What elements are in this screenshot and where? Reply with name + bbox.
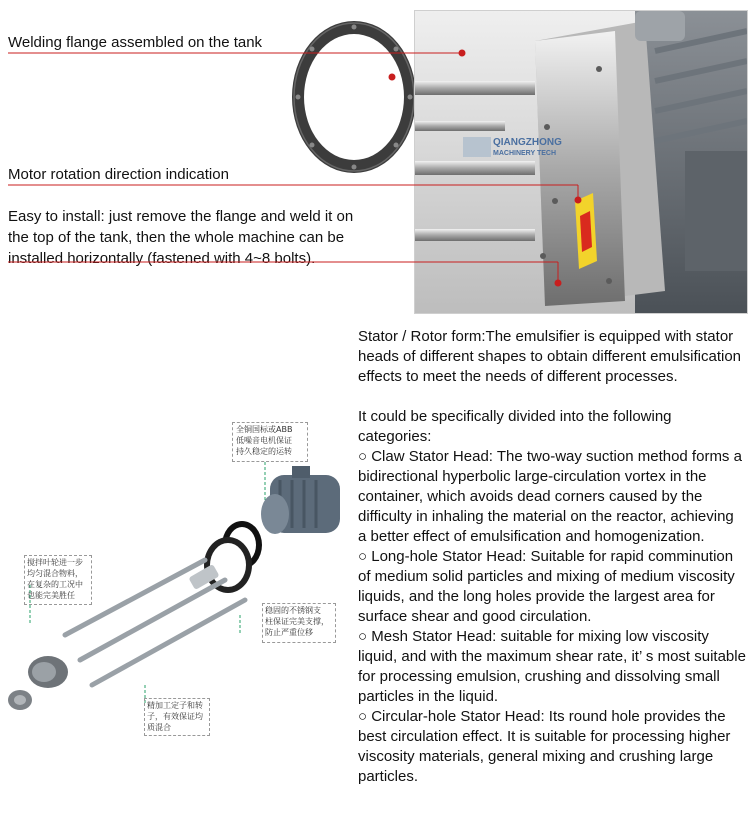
note-support-line: 柱保证完美支撑， [265,617,329,626]
note-blade-line: 在复杂的工况中 [27,580,83,589]
note-support-line: 防止严重位移 [265,628,313,637]
note-stator [147,700,203,733]
note-motor-line: 低噪音电机保证 [236,436,292,445]
install-line-2: the top of the tank, then the whole machine can be [8,229,345,246]
note-blade-line: 均匀混合物料， [27,569,83,578]
note-blade-line: 也能完美胜任 [27,591,75,600]
mesh-stator-item: ○ Mesh Stator Head: suitable for mixing low viscosity liquid, and with the maximum shear rate, it’ s most suitable for processing emulsion, crushing and dissolving small particles in the liquid. [358,628,746,705]
long-hole-stator-item: ○ Long-hole Stator Head: Suitable for rapid comminution of medium solid particles and mixing of medium viscosity liquids, and the long holes provide the largest area for surface shear and good circulation. [358,548,735,625]
note-motor-line: 全铜国标或ABB [236,425,293,434]
note-stator-line: 子，有效保证均 [147,712,203,721]
callout-lines [0,0,750,320]
install-line-1: Easy to install: just remove the flange and weld it on [8,208,354,225]
motor-part [261,466,340,534]
note-support-line: 稳固的不锈钢支 [265,606,321,615]
claw-stator-item: ○ Claw Stator Head: The two-way suction method forms a bidirectional hyperbolic large-circulation vortex in the container, which avoids dead corners caused by the difficulty in inhaling the material on the reactor, achieving a better effect of emulsification and homogenization. [358,448,742,545]
logo-line-1: QIANGZHONG [493,137,562,148]
note-blade [27,557,83,601]
callout-flange-label: Welding flange assembled on the tank [8,34,263,51]
note-motor-line: 持久稳定的运转 [236,447,292,456]
logo-line-2: MACHINERY TECH [493,150,557,157]
note-support [265,605,329,638]
note-motor [236,424,292,457]
circular-hole-stator-item: ○ Circular-hole Stator Head: Its round hole provides the best circulation effect. It is suitable for processing higher viscosity materials, general mixing and crushing large particles. [358,708,731,785]
stator-description [358,327,746,787]
note-stator-line: 精加工定子和转 [147,701,203,710]
categories-intro: It could be specifically divided into the following categories: [358,408,672,445]
callout-rotation-label: Motor rotation direction indication [8,166,229,183]
install-line-3: installed horizontally (fastened with 4~8 bolts). [8,250,316,267]
note-stator-line: 质混合 [147,723,171,732]
intro-paragraph: Stator / Rotor form:The emulsifier is equipped with stator heads of different shapes to obtain different emulsification effects to meet the needs of different processes. [358,328,742,385]
note-blade-line: 搅拌叶轮进一步 [27,558,83,567]
